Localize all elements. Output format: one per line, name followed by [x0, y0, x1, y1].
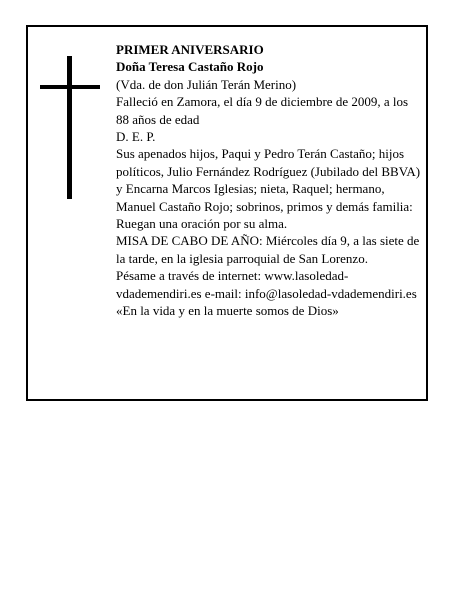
closing-quote: «En la vida y en la muerte somos de Dios» [116, 303, 339, 319]
deceased-name: Doña Teresa Castaño Rojo [116, 59, 264, 75]
widow-of: (Vda. de don Julián Terán Merino) [116, 76, 297, 92]
rip-text: D. E. P. [116, 129, 156, 145]
notice-heading: PRIMER ANIVERSARIO [116, 42, 264, 57]
cross-horizontal-bar [40, 85, 100, 89]
cross-vertical-bar [67, 56, 72, 199]
condolences-info: Pésame a través de internet: www.lasoledad-vdademendiri.es e-mail: info@lasoledad-vdademendiri.es [116, 268, 417, 301]
death-info: Falleció en Zamora, el día 9 de diciembre de 2009, a los 88 años de edad [116, 94, 409, 127]
family-list: Sus apenados hijos, Paqui y Pedro Terán Castaño; hijos políticos, Julio Fernández Rodríguez (Jubilado del BBVA) y Encarna Marcos Iglesias; nieta, Raquel; hermano, Manuel Castaño Rojo; sobrinos, primos y demás familia: [116, 146, 421, 214]
obituary-notice [26, 25, 428, 401]
notice-body [116, 41, 422, 320]
mass-info: MISA DE CABO DE AÑO: Miércoles día 9, a las siete de la tarde, en la iglesia parroquial de San Lorenzo. [116, 233, 420, 266]
prayer-request: Ruegan una oración por su alma. [116, 216, 288, 232]
